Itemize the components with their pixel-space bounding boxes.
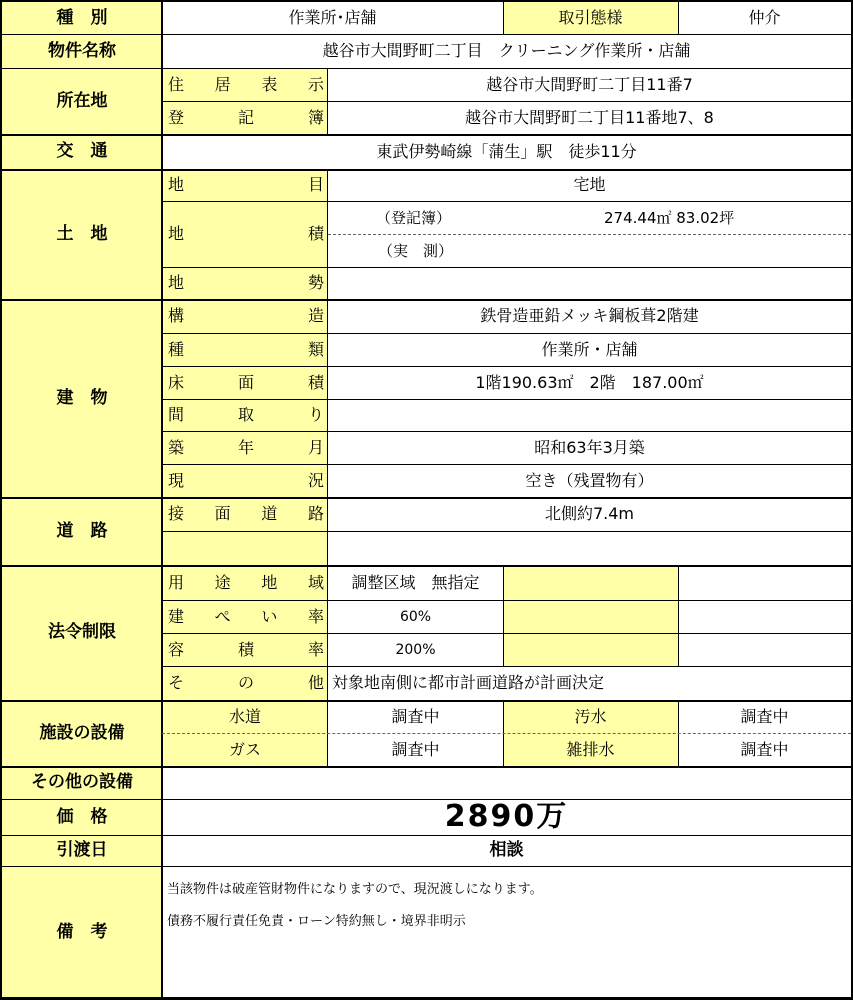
structure-label — [162, 299, 328, 333]
far-char: 率 — [307, 639, 324, 659]
floor-value-text: 1階190.63㎡ 2階 187.00㎡ — [475, 372, 704, 392]
land-area-registry-label: （登記簿） — [376, 209, 452, 227]
built-char: 築 — [168, 437, 185, 457]
land-area-survey-label: （実 測） — [378, 242, 454, 260]
use-value-text: 調整区域 無指定 — [351, 572, 480, 592]
sewage-label-text: 汚水 — [574, 706, 607, 726]
layout-char: り — [307, 405, 324, 424]
subrow-line — [162, 366, 853, 367]
remarks-line-2: 債務不履行責任免責・ローン特約無し・境界非明示 — [167, 914, 466, 929]
water-value-text: 調査中 — [391, 706, 440, 726]
residential-value — [328, 68, 851, 101]
road-contact-value-text: 北側約7.4m — [544, 504, 635, 523]
subrow-line — [162, 431, 853, 432]
type-value — [328, 333, 851, 366]
col-divider-sub — [327, 169, 328, 766]
price-value — [162, 799, 851, 835]
road-label-text: 道 路 — [56, 520, 108, 541]
location-label-text: 所在地 — [56, 90, 108, 111]
facilities-label-text: 施設の設備 — [39, 722, 125, 743]
transport-label-text: 交 通 — [56, 141, 108, 161]
subrow-line — [162, 333, 853, 334]
property-name-value — [162, 34, 851, 68]
far-char: 容 — [168, 639, 185, 659]
water-label-text: 水道 — [228, 706, 261, 726]
land-label-text: 土 地 — [56, 223, 108, 244]
floor-char: 積 — [307, 372, 324, 392]
remarks-label-text: 備 考 — [56, 921, 108, 942]
coverage-value — [328, 600, 503, 633]
col-divider-main — [161, 0, 163, 1000]
land-category-char: 地 — [168, 175, 185, 194]
coverage-extra-2 — [678, 600, 851, 633]
other-facilities-label — [2, 766, 162, 799]
remarks-label — [2, 866, 162, 998]
subrow-line — [162, 464, 853, 465]
land-category-value-text: 宅地 — [573, 175, 606, 194]
coverage-char: 建 — [168, 606, 185, 626]
row-line — [0, 299, 853, 301]
status-value — [328, 464, 851, 497]
subrow-line — [162, 600, 853, 601]
land-category-char: 目 — [307, 175, 324, 194]
drain-label — [503, 733, 678, 766]
row-line — [0, 134, 853, 136]
regulation-label — [2, 565, 162, 700]
coverage-value-text: 60% — [399, 608, 432, 625]
far-extra-2 — [678, 633, 851, 666]
water-value — [328, 700, 503, 733]
deal-label-text: 取引態様 — [558, 8, 623, 27]
row-line — [0, 835, 853, 836]
far-extra-1 — [503, 633, 678, 666]
delivery-label-text: 引渡日 — [56, 840, 108, 860]
subrow-line — [162, 267, 853, 268]
type-char: 種 — [168, 339, 185, 359]
property-name-label-text: 物件名称 — [48, 40, 116, 61]
row-line — [0, 497, 853, 499]
structure-value — [328, 299, 851, 333]
residential-label-char: 住 — [168, 74, 185, 94]
property-name-value-text: 越谷市大間野町二丁目 クリーニング作業所・店舗 — [322, 41, 691, 60]
water-label — [162, 700, 328, 733]
price-label-text: 価 格 — [56, 806, 108, 827]
floor-char: 床 — [168, 372, 185, 392]
built-value-text: 昭和63年3月築 — [534, 437, 645, 457]
kind-value-text: 作業所･店舗 — [288, 8, 377, 27]
gas-value — [328, 733, 503, 766]
col-divider-503 — [503, 565, 504, 666]
row-line — [0, 799, 853, 800]
land-area-char: 積 — [307, 224, 324, 243]
gas-label — [162, 733, 328, 766]
deal-value — [678, 2, 851, 34]
land-area-registry-value: 274.44㎡ 83.02坪 — [604, 209, 735, 227]
structure-char: 構 — [168, 306, 185, 325]
facilities-label — [2, 700, 162, 766]
registry-label-char: 登 — [168, 107, 185, 127]
row-line — [0, 68, 853, 69]
registry-label-char: 簿 — [307, 107, 324, 127]
structure-char: 造 — [307, 306, 324, 325]
subrow-line — [162, 101, 853, 102]
kind-label-text: 種 別 — [56, 7, 108, 28]
land-category-label — [162, 169, 328, 201]
subrow-line — [162, 399, 853, 400]
remarks-line-1: 当該物件は破産管財物件になりますので、現況渡しになります。 — [167, 882, 543, 897]
frame-left — [0, 0, 2, 1000]
use-extra-2 — [678, 565, 851, 600]
far-label — [162, 633, 328, 666]
coverage-char: い — [261, 606, 278, 626]
subrow-line — [162, 633, 853, 634]
frame-top — [0, 0, 853, 2]
deal-label — [503, 2, 678, 34]
row-line — [0, 766, 853, 768]
land-category-value — [328, 169, 851, 201]
col-divider-678 — [678, 0, 679, 34]
layout-char: 取 — [237, 405, 254, 424]
row-line — [0, 866, 853, 867]
land-area-char: 地 — [168, 224, 185, 243]
coverage-char: ぺ — [214, 606, 231, 626]
subrow-dash — [328, 234, 851, 235]
coverage-char: 率 — [307, 606, 324, 626]
regulation-label-text: 法令制限 — [48, 622, 116, 642]
road-contact-label — [162, 497, 328, 531]
other-reg-char: そ — [168, 673, 185, 692]
other-reg-label — [162, 666, 328, 700]
land-slope-label — [162, 267, 328, 299]
subrow-line — [162, 666, 853, 667]
row-line — [0, 700, 853, 702]
status-value-text: 空き（残置物有） — [525, 470, 654, 490]
road-contact-value — [328, 497, 851, 531]
registry-value — [328, 101, 851, 134]
type-label — [162, 333, 328, 366]
subrow-line — [162, 531, 853, 532]
other-reg-value-text: 対象地南側に都市計画道路が計画決定 — [332, 673, 605, 692]
structure-value-text: 鉄骨造亜鉛メッキ鋼板葺2階建 — [480, 306, 699, 325]
kind-label — [2, 2, 162, 34]
residential-label-char: 表 — [261, 74, 278, 94]
delivery-value — [162, 835, 851, 866]
road-contact-char: 接 — [168, 504, 185, 523]
transport-value-text: 東武伊勢崎線「蒲生」駅 徒歩11分 — [376, 141, 637, 161]
land-slope-char: 地 — [168, 273, 185, 292]
other-reg-char: 他 — [307, 673, 324, 692]
col-divider-678 — [678, 565, 679, 666]
other-reg-char: の — [237, 673, 254, 692]
road-contact-char: 路 — [307, 504, 324, 523]
kind-value — [162, 2, 503, 34]
other-reg-value — [328, 666, 851, 700]
far-value-text: 200% — [395, 641, 436, 658]
residential-label-char: 居 — [214, 74, 231, 94]
status-char: 況 — [307, 470, 324, 490]
registry-label — [162, 101, 328, 134]
col-divider-503 — [503, 0, 504, 34]
land-label — [2, 169, 162, 299]
road-contact-char: 面 — [214, 504, 231, 523]
other-facilities-value — [162, 766, 851, 799]
gas-value-text: 調査中 — [391, 739, 440, 759]
registry-value-text: 越谷市大間野町二丁目11番地7、8 — [465, 107, 714, 127]
floor-label — [162, 366, 328, 399]
sewage-label — [503, 700, 678, 733]
deal-value-text: 仲介 — [748, 8, 781, 27]
road-label — [2, 497, 162, 565]
sewage-value — [678, 700, 851, 733]
delivery-value-text: 相談 — [489, 840, 524, 860]
land-slope-value — [328, 267, 851, 299]
status-label — [162, 464, 328, 497]
property-name-label — [2, 34, 162, 68]
sewage-value-text: 調査中 — [740, 706, 789, 726]
built-value — [328, 431, 851, 464]
layout-label — [162, 399, 328, 431]
gas-label-text: ガス — [228, 739, 261, 759]
use-char: 途 — [214, 572, 231, 592]
price-label — [2, 799, 162, 835]
residential-label-char: 示 — [307, 74, 324, 94]
transport-value — [162, 134, 851, 169]
drain-value-text: 調査中 — [740, 739, 789, 759]
residential-value-text: 越谷市大間野町二丁目11番7 — [486, 74, 693, 94]
built-char: 月 — [307, 437, 324, 457]
built-label — [162, 431, 328, 464]
building-label — [2, 299, 162, 497]
drain-label-text: 雑排水 — [566, 739, 615, 759]
drain-value — [678, 733, 851, 766]
land-slope-char: 勢 — [307, 273, 324, 292]
subrow-dash — [162, 733, 851, 734]
road-extra-value — [328, 531, 851, 565]
use-extra-1 — [503, 565, 678, 600]
transport-label — [2, 134, 162, 169]
road-contact-char: 道 — [261, 504, 278, 523]
delivery-label — [2, 835, 162, 866]
built-char: 年 — [237, 437, 254, 457]
status-char: 現 — [168, 470, 185, 490]
location-label — [2, 68, 162, 134]
far-char: 積 — [237, 639, 254, 659]
use-char: 地 — [261, 572, 278, 592]
floor-char: 面 — [237, 372, 254, 392]
row-line — [0, 565, 853, 567]
use-char: 用 — [168, 572, 185, 592]
land-area-label — [162, 201, 328, 267]
use-label — [162, 565, 328, 600]
type-char: 類 — [307, 339, 324, 359]
price-value-text: 2890万 — [444, 799, 569, 834]
registry-label-char: 記 — [237, 107, 254, 127]
subrow-line — [162, 201, 853, 202]
coverage-label — [162, 600, 328, 633]
layout-char: 間 — [168, 405, 185, 424]
use-char: 域 — [307, 572, 324, 592]
road-extra-label — [162, 531, 328, 565]
row-line — [0, 169, 853, 171]
far-value — [328, 633, 503, 666]
other-facilities-label-text: その他の設備 — [31, 772, 133, 792]
floor-value — [328, 366, 851, 399]
coverage-extra-1 — [503, 600, 678, 633]
residential-label — [162, 68, 328, 101]
type-value-text: 作業所・店舗 — [541, 339, 638, 359]
building-label-text: 建 物 — [56, 387, 108, 408]
row-line — [0, 34, 853, 35]
use-value — [328, 565, 503, 600]
layout-value — [328, 399, 851, 431]
